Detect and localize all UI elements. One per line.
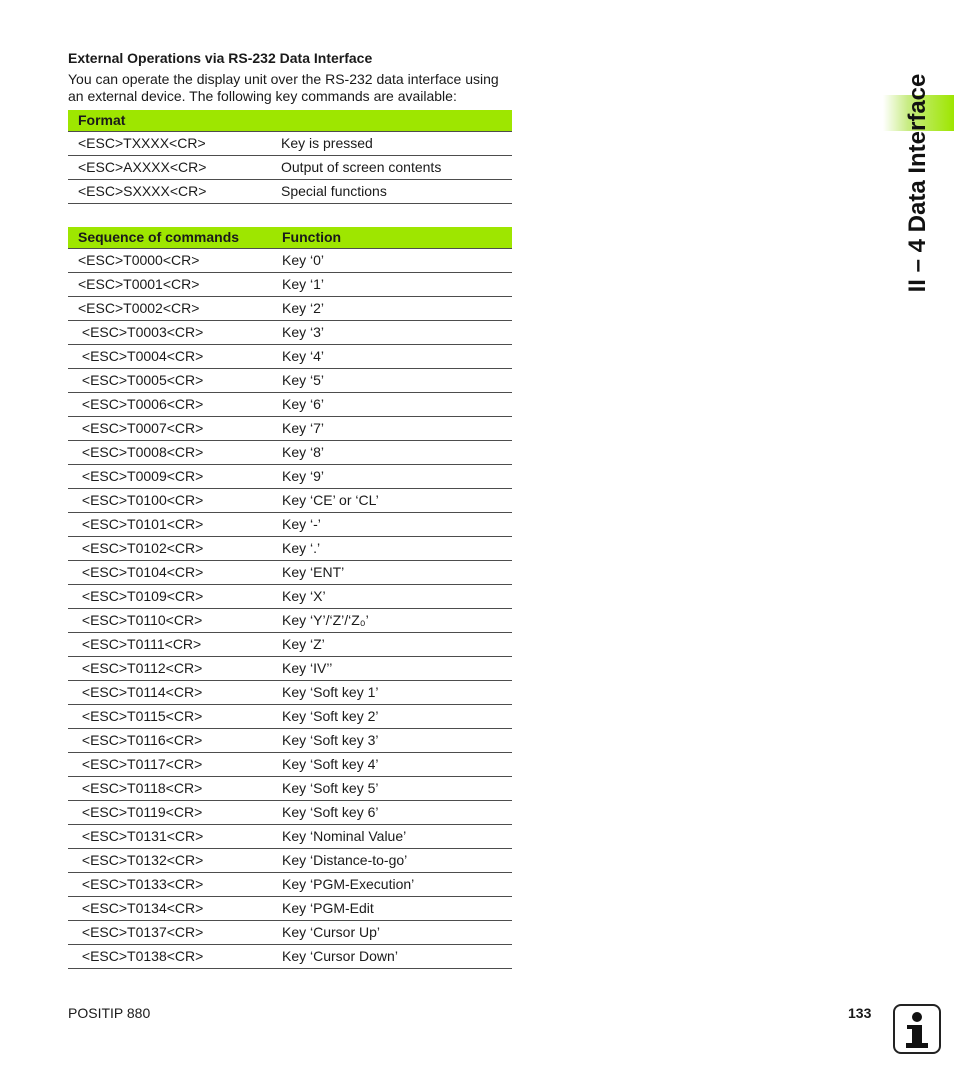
description-cell: Key ‘Nominal Value’ bbox=[272, 825, 512, 849]
sequence-table-row bbox=[68, 249, 512, 273]
command-code-cell: <ESC>T0119<CR> bbox=[68, 801, 272, 825]
description-cell: Key ‘PGM-Execution’ bbox=[272, 873, 512, 897]
intro-paragraph: You can operate the display unit over the RS-232 data interface using an external device. The following key commands are available: bbox=[68, 71, 499, 104]
format-table-row bbox=[68, 180, 512, 204]
sequence-table-header-row bbox=[68, 227, 512, 249]
description-cell: Key ‘1’ bbox=[272, 273, 512, 297]
command-code-cell: <ESC>T0115<CR> bbox=[68, 705, 272, 729]
sequence-table-row bbox=[68, 801, 512, 825]
command-code-cell: <ESC>T0006<CR> bbox=[68, 393, 272, 417]
command-code-cell: <ESC>T0132<CR> bbox=[68, 849, 272, 873]
command-code-cell: <ESC>T0111<CR> bbox=[68, 633, 272, 657]
command-code-cell: <ESC>T0002<CR> bbox=[68, 297, 272, 321]
description-cell: Key ‘Soft key 4’ bbox=[272, 753, 512, 777]
sequence-header: Sequence of commands bbox=[68, 227, 272, 249]
info-icon-base bbox=[906, 1043, 928, 1048]
description-cell: Key ‘PGM-Edit bbox=[272, 897, 512, 921]
section-heading: External Operations via RS-232 Data Interface bbox=[68, 50, 373, 66]
sequence-table-row bbox=[68, 585, 512, 609]
sequence-table-row bbox=[68, 561, 512, 585]
sequence-table-row bbox=[68, 273, 512, 297]
description-cell: Key ‘Cursor Down’ bbox=[272, 945, 512, 969]
description-cell: Key ‘5’ bbox=[272, 369, 512, 393]
sequence-table-body bbox=[68, 249, 512, 969]
format-header: Format bbox=[68, 110, 512, 132]
command-code-cell: <ESC>T0116<CR> bbox=[68, 729, 272, 753]
sequence-table-row bbox=[68, 777, 512, 801]
description-cell: Key ‘Y’/‘Z’/‘Z₀’ bbox=[272, 609, 512, 633]
command-code-cell: <ESC>T0008<CR> bbox=[68, 441, 272, 465]
sequence-table-row bbox=[68, 705, 512, 729]
description-cell: Key ‘IV’’ bbox=[272, 657, 512, 681]
product-name: POSITIP 880 bbox=[68, 1005, 151, 1021]
command-code-cell: <ESC>T0000<CR> bbox=[68, 249, 272, 273]
sequence-table-row bbox=[68, 849, 512, 873]
info-icon-stem bbox=[912, 1025, 922, 1044]
command-code-cell: <ESC>TXXXX<CR> bbox=[68, 132, 271, 156]
command-code-cell: <ESC>T0101<CR> bbox=[68, 513, 272, 537]
command-code-cell: <ESC>T0003<CR> bbox=[68, 321, 272, 345]
command-code-cell: <ESC>T0109<CR> bbox=[68, 585, 272, 609]
command-code-cell: <ESC>T0131<CR> bbox=[68, 825, 272, 849]
description-cell: Key ‘9’ bbox=[272, 465, 512, 489]
description-cell: Key ‘X’ bbox=[272, 585, 512, 609]
command-code-cell: <ESC>T0004<CR> bbox=[68, 345, 272, 369]
command-code-cell: <ESC>T0112<CR> bbox=[68, 657, 272, 681]
sequence-table-row bbox=[68, 753, 512, 777]
description-cell: Key ‘Soft key 5’ bbox=[272, 777, 512, 801]
sequence-table-row bbox=[68, 633, 512, 657]
command-code-cell: <ESC>T0134<CR> bbox=[68, 897, 272, 921]
description-cell: Key ‘Distance-to-go’ bbox=[272, 849, 512, 873]
function-header: Function bbox=[272, 227, 512, 249]
sequence-table-row bbox=[68, 681, 512, 705]
command-code-cell: <ESC>T0001<CR> bbox=[68, 273, 272, 297]
description-cell: Key ‘2’ bbox=[272, 297, 512, 321]
sequence-table-row bbox=[68, 489, 512, 513]
description-cell: Key ‘4’ bbox=[272, 345, 512, 369]
sequence-table-row bbox=[68, 897, 512, 921]
description-cell: Key ‘CE’ or ‘CL’ bbox=[272, 489, 512, 513]
info-icon-dot bbox=[912, 1012, 922, 1022]
description-cell: Key ‘Soft key 1’ bbox=[272, 681, 512, 705]
command-code-cell: <ESC>T0007<CR> bbox=[68, 417, 272, 441]
sequence-table-row bbox=[68, 345, 512, 369]
sequence-table bbox=[68, 227, 512, 969]
command-code-cell: <ESC>T0009<CR> bbox=[68, 465, 272, 489]
sequence-table-row bbox=[68, 657, 512, 681]
sequence-table-row bbox=[68, 873, 512, 897]
description-cell: Key ‘8’ bbox=[272, 441, 512, 465]
sequence-table-row bbox=[68, 537, 512, 561]
sequence-table-row bbox=[68, 825, 512, 849]
sequence-table-row bbox=[68, 369, 512, 393]
description-cell: Key ‘Z’ bbox=[272, 633, 512, 657]
description-cell: Key ‘.’ bbox=[272, 537, 512, 561]
command-code-cell: <ESC>AXXXX<CR> bbox=[68, 156, 271, 180]
description-cell: Key ‘3’ bbox=[272, 321, 512, 345]
command-code-cell: <ESC>T0138<CR> bbox=[68, 945, 272, 969]
command-code-cell: <ESC>T0117<CR> bbox=[68, 753, 272, 777]
description-cell: Output of screen contents bbox=[271, 156, 512, 180]
format-table-row bbox=[68, 132, 512, 156]
command-code-cell: <ESC>T0133<CR> bbox=[68, 873, 272, 897]
description-cell: Key ‘Soft key 3’ bbox=[272, 729, 512, 753]
description-cell: Key ‘Soft key 2’ bbox=[272, 705, 512, 729]
description-cell: Key ‘-’ bbox=[272, 513, 512, 537]
description-cell: Key ‘6’ bbox=[272, 393, 512, 417]
sequence-table-row bbox=[68, 465, 512, 489]
page-number: 133 bbox=[848, 1005, 872, 1021]
format-table-header-row bbox=[68, 110, 512, 132]
command-code-cell: <ESC>T0100<CR> bbox=[68, 489, 272, 513]
command-code-cell: <ESC>T0118<CR> bbox=[68, 777, 272, 801]
format-table-row bbox=[68, 156, 512, 180]
command-code-cell: <ESC>T0104<CR> bbox=[68, 561, 272, 585]
format-table bbox=[68, 110, 512, 204]
info-icon bbox=[893, 1004, 941, 1054]
command-code-cell: <ESC>SXXXX<CR> bbox=[68, 180, 271, 204]
description-cell: Key ‘Soft key 6’ bbox=[272, 801, 512, 825]
description-cell: Key ‘ENT’ bbox=[272, 561, 512, 585]
command-code-cell: <ESC>T0110<CR> bbox=[68, 609, 272, 633]
command-code-cell: <ESC>T0137<CR> bbox=[68, 921, 272, 945]
sequence-table-row bbox=[68, 321, 512, 345]
chapter-title: II – 4 Data Interface bbox=[904, 73, 931, 293]
sequence-table-row bbox=[68, 441, 512, 465]
description-cell: Special functions bbox=[271, 180, 512, 204]
sequence-table-row bbox=[68, 921, 512, 945]
command-code-cell: <ESC>T0114<CR> bbox=[68, 681, 272, 705]
sequence-table-row bbox=[68, 417, 512, 441]
sequence-table-row bbox=[68, 297, 512, 321]
format-table-body bbox=[68, 132, 512, 204]
sequence-table-row bbox=[68, 729, 512, 753]
command-code-cell: <ESC>T0102<CR> bbox=[68, 537, 272, 561]
description-cell: Key is pressed bbox=[271, 132, 512, 156]
sequence-table-row bbox=[68, 945, 512, 969]
sequence-table-row bbox=[68, 513, 512, 537]
sequence-table-row bbox=[68, 609, 512, 633]
description-cell: Key ‘Cursor Up’ bbox=[272, 921, 512, 945]
command-code-cell: <ESC>T0005<CR> bbox=[68, 369, 272, 393]
description-cell: Key ‘7’ bbox=[272, 417, 512, 441]
description-cell: Key ‘0’ bbox=[272, 249, 512, 273]
sequence-table-row bbox=[68, 393, 512, 417]
